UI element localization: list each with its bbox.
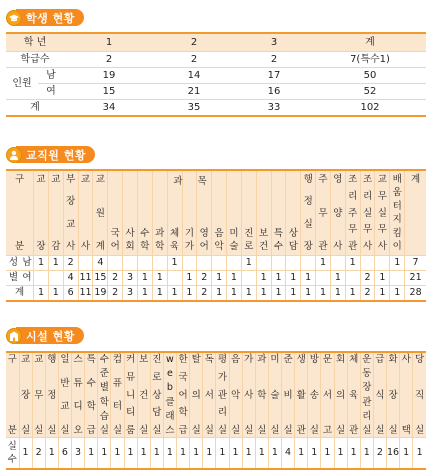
staff-count-cell: 1 xyxy=(137,286,152,302)
staff-col-header: 조 리 주 무 관 xyxy=(345,170,360,256)
staff-count-cell: 1 xyxy=(375,271,390,286)
facility-count-cell: 1 xyxy=(19,438,32,470)
staff-count-cell: 1 xyxy=(390,286,405,302)
staff-count-cell: 1 xyxy=(301,271,316,286)
facility-col-header: 준 비 실 xyxy=(283,354,293,436)
facility-col-header: 독 서 실 xyxy=(204,354,214,436)
staff-count-cell: 21 xyxy=(405,271,426,286)
class-count-value: 2 xyxy=(154,52,234,68)
staff-count-cell: 3 xyxy=(123,286,138,302)
facility-count-cell: 2 xyxy=(373,438,386,470)
facility-count-cell: 1 xyxy=(268,438,281,470)
staff-count-cell xyxy=(197,256,212,271)
staff-count-cell: 1 xyxy=(286,286,301,302)
staff-count-cell: 1 xyxy=(316,256,331,271)
grade-label: 학 년 xyxy=(6,33,64,52)
staff-count-cell: 1 xyxy=(241,256,256,271)
staff-count-cell: 15 xyxy=(93,271,108,286)
facility-count-cell: 1 xyxy=(360,438,373,470)
staff-count-cell xyxy=(375,256,390,271)
male-value: 17 xyxy=(234,68,314,84)
class-count-value: 2 xyxy=(234,52,314,68)
facility-count-cell: 1 xyxy=(242,438,255,470)
graduation-cap-icon xyxy=(6,10,22,26)
student-title-label: 학생 현황 xyxy=(16,9,84,26)
building-icon xyxy=(6,328,22,344)
staff-count-cell: 1 xyxy=(227,286,242,302)
facility-count-cell: 1 xyxy=(177,438,190,470)
facility-count-cell: 1 xyxy=(216,438,229,470)
staff-col-header: 과 학 xyxy=(152,170,167,256)
facility-col-header: 급 식 실 xyxy=(375,354,385,436)
staff-count-cell: 1 xyxy=(212,286,227,302)
staff-count-cell: 1 xyxy=(301,286,316,302)
staff-count-cell: 2 xyxy=(197,286,212,302)
facility-count-cell: 3 xyxy=(72,438,85,470)
facility-section-title xyxy=(6,326,84,345)
staff-col-header: 특 수 xyxy=(271,170,286,256)
student-section-title xyxy=(6,8,84,27)
facility-count-cell: 1 xyxy=(190,438,203,470)
staff-col-header: 행 정 실 장 xyxy=(301,170,316,256)
student-total-value: 102 xyxy=(314,100,426,117)
staff-row-group: 별 xyxy=(6,271,21,286)
facility-count-cell: 1 xyxy=(163,438,176,470)
staff-count-cell: 11 xyxy=(78,286,93,302)
staff-col-header: 보 건 xyxy=(256,170,271,256)
facility-col-header: 문 서 고 xyxy=(322,354,333,436)
staff-count-cell: 11 xyxy=(78,271,93,286)
staff-col-header: 교 감 xyxy=(48,170,63,256)
staff-count-cell: 1 xyxy=(271,286,286,302)
teacher-icon xyxy=(6,147,22,163)
staff-count-cell: 1 xyxy=(345,256,360,271)
staff-col-header: 교 원 계 xyxy=(93,170,108,256)
staff-count-cell xyxy=(123,256,138,271)
facility-col-header: 사 택 xyxy=(401,354,411,436)
staff-count-cell: 1 xyxy=(375,286,390,302)
staff-count-cell: 1 xyxy=(241,286,256,302)
female-label: 여 xyxy=(38,84,64,100)
staff-count-cell: 1 xyxy=(330,271,345,286)
staff-row-group: 성 xyxy=(6,256,21,271)
facility-col-header: 한 국 어 학 급 xyxy=(178,354,188,436)
facility-count-cell: 1 xyxy=(137,438,150,470)
staff-col-header: 사 회 xyxy=(123,170,138,256)
staff-col-header: 배 움 터 지 킴 이 xyxy=(390,170,405,256)
staff-count-cell xyxy=(137,256,152,271)
male-value: 50 xyxy=(314,68,426,84)
total-header: 계 xyxy=(314,33,426,52)
facility-col-header: 과 학 실 xyxy=(257,354,267,436)
student-total-label: 계 xyxy=(6,100,64,117)
staff-count-cell xyxy=(212,256,227,271)
male-row xyxy=(6,68,426,84)
staff-count-cell: 2 xyxy=(63,256,78,271)
staff-count-cell: 1 xyxy=(48,286,63,302)
staff-count-cell: 1 xyxy=(48,256,63,271)
staff-col-header: 교 무 실 무 사 xyxy=(375,170,390,256)
facility-count-cell: 1 xyxy=(45,438,58,470)
facility-count-cell: 1 xyxy=(111,438,124,470)
staff-col-header: 체 육 xyxy=(167,170,182,256)
facility-col-header: 탈 의 실 xyxy=(191,354,201,436)
staff-count-cell: 1 xyxy=(256,271,271,286)
staff-count-cell: 1 xyxy=(227,271,242,286)
facility-col-header: 체 육 관 xyxy=(349,354,359,436)
staff-count-cell: 19 xyxy=(93,286,108,302)
facility-col-header: 교 무 실 xyxy=(34,354,44,436)
staff-count-cell xyxy=(241,271,256,286)
student-total-value: 34 xyxy=(64,100,154,117)
staff-col-header: 주 무 관 xyxy=(316,170,331,256)
female-value: 16 xyxy=(234,84,314,100)
staff-col-header: 기 가 xyxy=(182,170,197,256)
facility-count-cell: 16 xyxy=(387,438,400,470)
people-label: 인원 xyxy=(6,68,38,100)
facility-count-row xyxy=(6,438,426,470)
class-count-row xyxy=(6,52,426,68)
facility-col-header: 가 사 실 xyxy=(244,354,254,436)
student-total-row xyxy=(6,100,426,117)
facility-count-cell: 6 xyxy=(58,438,71,470)
staff-count-cell xyxy=(330,256,345,271)
facility-col-header: 화 장 실 xyxy=(388,354,398,436)
staff-count-cell xyxy=(390,271,405,286)
female-value: 52 xyxy=(314,84,426,100)
staff-count-cell xyxy=(345,271,360,286)
staff-data-row xyxy=(6,271,426,286)
facility-count-label: 실 수 xyxy=(6,438,19,470)
staff-count-cell xyxy=(271,256,286,271)
facility-col-header: 수 준 별 학 습 실 xyxy=(99,354,109,436)
facility-count-cell: 1 xyxy=(321,438,334,470)
staff-section-title xyxy=(6,145,95,164)
staff-count-cell xyxy=(256,256,271,271)
male-value: 14 xyxy=(154,68,234,84)
class-count-value: 2 xyxy=(64,52,154,68)
staff-count-cell: 1 xyxy=(182,286,197,302)
staff-count-cell: 6 xyxy=(63,286,78,302)
facility-count-cell: 2 xyxy=(32,438,45,470)
facility-count-cell: 1 xyxy=(295,438,308,470)
staff-count-cell xyxy=(34,271,49,286)
facility-count-cell: 1 xyxy=(334,438,347,470)
staff-data-row xyxy=(6,256,426,271)
staff-count-cell: 4 xyxy=(63,271,78,286)
facility-col-header: 보 건 실 xyxy=(139,354,149,436)
staff-count-cell: 1 xyxy=(390,256,405,271)
staff-row-label: 여 xyxy=(21,271,34,286)
facility-count-cell: 1 xyxy=(229,438,242,470)
facility-count-cell: 1 xyxy=(85,438,98,470)
staff-col-header: 영 양 사 xyxy=(330,170,345,256)
staff-count-cell xyxy=(182,256,197,271)
staff-col-header: 미 술 xyxy=(227,170,242,256)
staff-col-header: 국 어 xyxy=(108,170,123,256)
staff-count-cell: 1 xyxy=(167,256,182,271)
facility-col-header: 진 로 상 담 실 xyxy=(152,354,162,436)
staff-table xyxy=(6,169,426,302)
male-value: 19 xyxy=(64,68,154,84)
facility-col-header: 교 장 실 xyxy=(20,354,31,436)
staff-row-label: 계 xyxy=(6,286,34,302)
staff-count-cell: 2 xyxy=(197,271,212,286)
facility-gubun-header: 구 분 xyxy=(6,352,19,438)
grade-3-header: 3 xyxy=(234,33,314,52)
facility-header-row xyxy=(6,352,426,438)
student-table xyxy=(6,32,426,117)
staff-col-header: 수 학 xyxy=(137,170,152,256)
facility-count-cell: 1 xyxy=(413,438,426,470)
grade-2-header: 2 xyxy=(154,33,234,52)
staff-count-cell: 1 xyxy=(167,286,182,302)
staff-col-header: 부 장 교 사 xyxy=(63,170,78,256)
staff-count-cell: 1 xyxy=(137,271,152,286)
facility-col-header: 당 직 실 xyxy=(413,352,426,438)
staff-count-cell: 1 xyxy=(212,271,227,286)
staff-count-cell: 28 xyxy=(405,286,426,302)
staff-count-cell: 1 xyxy=(34,256,49,271)
staff-count-cell xyxy=(48,271,63,286)
facility-col-header: 컴 퓨 터 실 xyxy=(112,354,123,436)
staff-count-cell: 1 xyxy=(152,286,167,302)
staff-count-cell: 1 xyxy=(182,271,197,286)
facility-count-cell: 1 xyxy=(98,438,111,470)
staff-count-cell xyxy=(167,271,182,286)
staff-count-cell xyxy=(227,256,242,271)
staff-count-cell: 2 xyxy=(360,286,375,302)
facility-count-cell: 1 xyxy=(400,438,413,470)
staff-data-row xyxy=(6,286,426,302)
staff-count-cell: 4 xyxy=(93,256,108,271)
female-row xyxy=(6,84,426,100)
staff-count-cell xyxy=(152,256,167,271)
subject-group-label: 과 목 xyxy=(173,176,213,187)
facility-col-header: 일 반 교 실 xyxy=(60,354,70,436)
facility-col-header: 스 튜 디 오 xyxy=(73,354,83,436)
facility-col-header: 방 송 실 xyxy=(309,354,319,436)
female-value: 21 xyxy=(154,84,234,100)
facility-col-header: 운 동 장 관 리 실 xyxy=(362,354,372,436)
facility-col-header: 생 활 관 xyxy=(296,354,306,436)
facility-count-cell: 1 xyxy=(347,438,360,470)
staff-count-cell: 7 xyxy=(405,256,426,271)
staff-count-cell xyxy=(78,256,93,271)
class-count-label: 학급수 xyxy=(6,52,64,68)
facility-count-cell: 1 xyxy=(255,438,268,470)
student-total-value: 35 xyxy=(154,100,234,117)
facility-count-cell: 1 xyxy=(308,438,321,470)
staff-col-header: 영 어 xyxy=(197,170,212,256)
facility-col-header: 평 가 관 리 실 xyxy=(217,354,228,436)
student-header-row xyxy=(6,33,426,52)
student-total-value: 33 xyxy=(234,100,314,117)
staff-count-cell: 1 xyxy=(271,271,286,286)
facility-col-header: w e b 클 래 스 xyxy=(165,354,175,436)
facility-col-header: 음 악 실 xyxy=(230,354,241,436)
staff-col-header: 음 악 xyxy=(212,170,227,256)
staff-count-cell: 1 xyxy=(316,286,331,302)
staff-col-header: 조 리 실 무 사 xyxy=(360,170,375,256)
staff-count-cell: 1 xyxy=(152,271,167,286)
female-value: 15 xyxy=(64,84,154,100)
staff-count-cell xyxy=(316,271,331,286)
staff-count-cell xyxy=(301,256,316,271)
male-label: 남 xyxy=(38,68,64,84)
facility-title-label: 시설 현황 xyxy=(16,327,84,344)
staff-count-cell: 3 xyxy=(123,271,138,286)
staff-count-cell: 1 xyxy=(286,271,301,286)
facility-count-cell: 1 xyxy=(124,438,137,470)
staff-col-header: 진 로 xyxy=(241,170,256,256)
facility-count-cell: 1 xyxy=(150,438,163,470)
facility-col-header: 행 정 실 xyxy=(47,354,57,436)
staff-count-cell: 1 xyxy=(34,286,49,302)
staff-count-cell xyxy=(360,256,375,271)
staff-col-header: 교 장 xyxy=(34,170,49,256)
staff-gubun-header: 구 분 xyxy=(6,170,34,256)
staff-count-cell: 1 xyxy=(330,286,345,302)
grade-1-header: 1 xyxy=(64,33,154,52)
facility-col-header: 미 술 실 xyxy=(270,354,280,436)
staff-title-label: 교직원 현황 xyxy=(16,146,95,163)
staff-count-cell: 2 xyxy=(108,286,123,302)
staff-count-cell: 1 xyxy=(256,286,271,302)
staff-count-cell: 2 xyxy=(108,271,123,286)
facility-count-cell: 1 xyxy=(203,438,216,470)
staff-col-header: 계 xyxy=(405,170,426,256)
staff-row-label: 남 xyxy=(21,256,34,271)
staff-count-cell: 2 xyxy=(360,271,375,286)
facility-col-header: 회 의 실 xyxy=(335,354,346,436)
staff-col-header: 상 담 xyxy=(286,170,301,256)
staff-count-cell: 1 xyxy=(345,286,360,302)
facility-col-header: 특 수 학 급 xyxy=(86,354,96,436)
staff-count-cell xyxy=(108,256,123,271)
class-count-value: 7(특수1) xyxy=(314,52,426,68)
facility-count-cell: 4 xyxy=(282,438,295,470)
staff-col-header: 교 사 xyxy=(78,170,93,256)
staff-count-cell xyxy=(286,256,301,271)
facility-col-header: 커 뮤 니 티 룸 xyxy=(125,354,136,436)
facility-table xyxy=(6,351,426,470)
